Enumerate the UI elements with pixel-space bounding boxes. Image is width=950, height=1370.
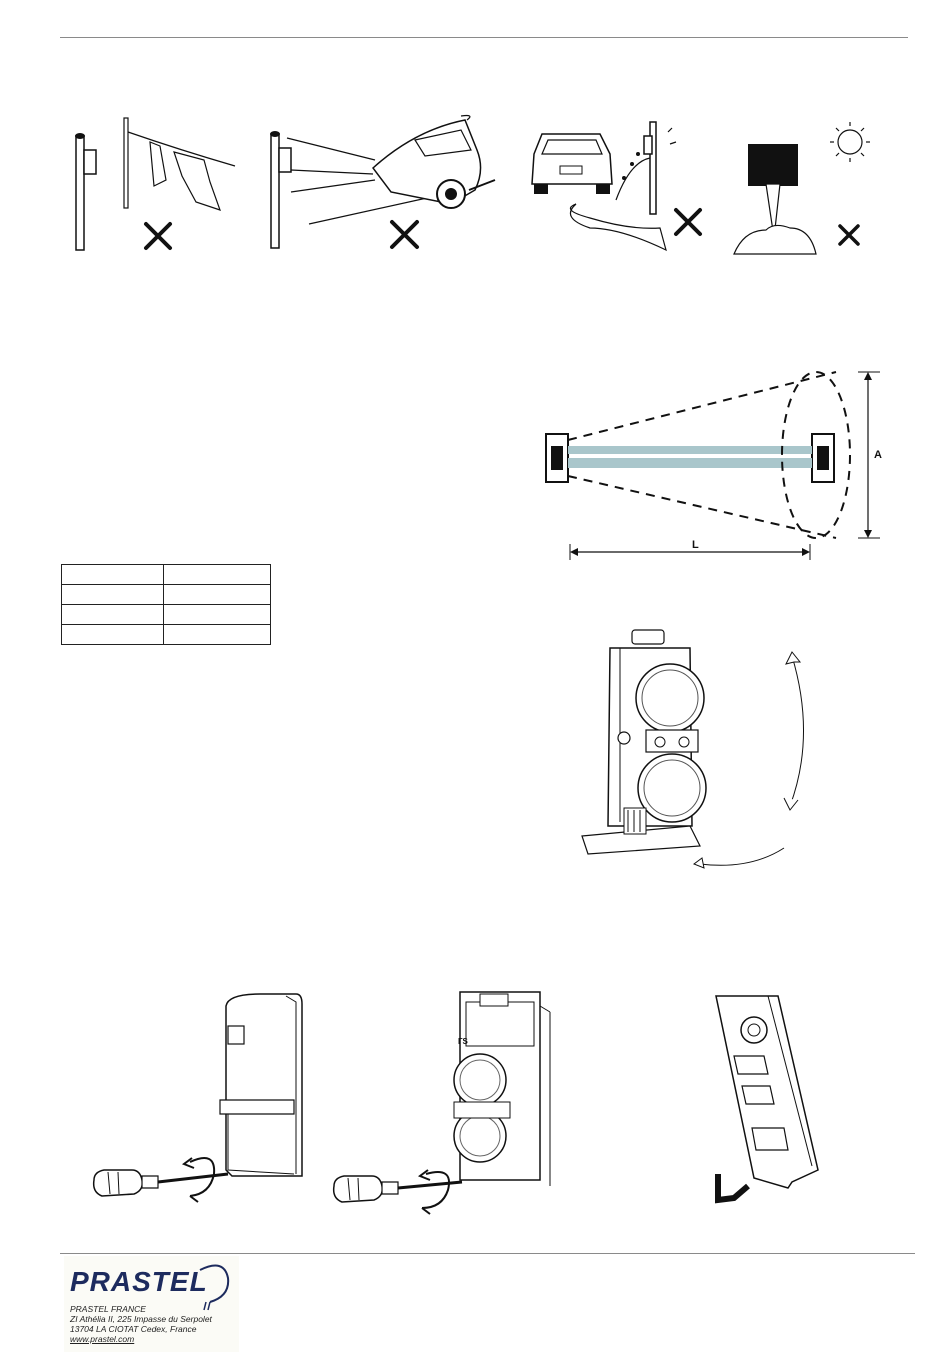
screwdriver-icon [94, 1170, 228, 1196]
table-cell [62, 565, 164, 585]
rotation-arrow-icon [420, 1170, 449, 1214]
cross-icon [146, 224, 170, 248]
address-line-1: ZI Athélia II, 225 Impasse du Serpolet [70, 1314, 212, 1324]
cross-icon [676, 210, 700, 234]
spec-table [61, 564, 271, 645]
warning-scene-laundry [70, 110, 240, 260]
table-cell [62, 625, 164, 645]
warning-scene-sunlight [730, 118, 890, 258]
table-row [62, 605, 271, 625]
address-line-2: 13704 LA CIOTAT Cedex, France [70, 1324, 197, 1334]
table-cell [164, 625, 271, 645]
warning-scene-splash [520, 118, 710, 258]
table-cell [62, 585, 164, 605]
table-cell [164, 605, 271, 625]
website-link[interactable]: www.prastel.com [70, 1334, 135, 1344]
table-row [62, 625, 271, 645]
length-label: L [692, 539, 699, 551]
table-cell [164, 585, 271, 605]
cross-icon [840, 226, 858, 244]
beam-spread-diagram [540, 368, 890, 568]
sun-icon [830, 122, 870, 162]
height-label: A [874, 449, 882, 461]
table-cell [62, 605, 164, 625]
mounting-plate-illustration [708, 988, 838, 1208]
brand-logo: PRASTEL [70, 1266, 208, 1297]
footer-rule [60, 1253, 915, 1254]
rotation-arrow-icon [694, 652, 804, 868]
table-row [62, 585, 271, 605]
optical-unit-adjustment-illustration [580, 626, 820, 871]
warning-scene-headlights [265, 110, 495, 260]
company-name: PRASTEL FRANCE [70, 1304, 146, 1314]
company-logo-block [64, 1256, 239, 1352]
cover-removal-illustration [88, 990, 328, 1210]
table-cell [164, 565, 271, 585]
table-row [62, 565, 271, 585]
cross-icon [392, 222, 417, 247]
unit-opening-illustration [330, 986, 570, 1216]
header-rule [60, 37, 908, 38]
svg-text:ГЅ: ГЅ [458, 1037, 468, 1046]
